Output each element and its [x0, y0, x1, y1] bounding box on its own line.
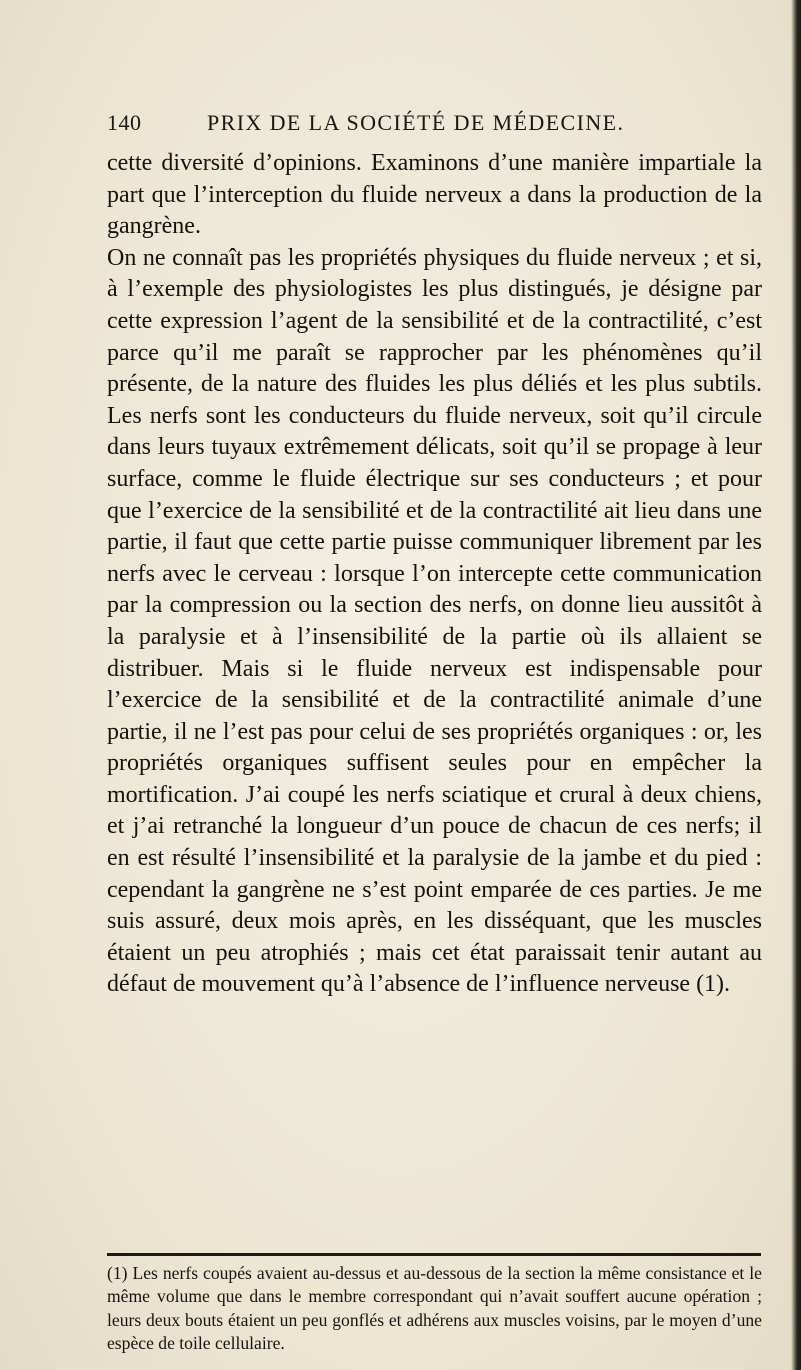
page-edge-shadow — [791, 0, 801, 1370]
footnote-divider — [107, 1253, 761, 1256]
running-head — [107, 110, 757, 136]
footnote — [107, 1262, 762, 1356]
paragraph-2: On ne connaît pas les propriétés physiques du fluide nerveux ; et si, à l’exemple des physiologistes les plus distingués, je désigne par cette expression l’agent de la sensibilité et de la contractilité, c’est parce qu’il me paraît se rapprocher par les phénomènes qu’il présente, de la nature des fluides les plus déliés et les plus subtils. Les nerfs sont les conducteurs du fluide nerveux, soit qu’il circule dans leurs tuyaux extrêmement délicats, soit qu’il se propage à leur surface, comme le fluide électrique sur ses conducteurs ; et pour que l’exercice de la sensibilité et de la contractilité ait lieu dans une partie, il faut que cette partie puisse communiquer librement par les nerfs avec le cerveau : lorsque l’on intercepte cette communication par la compression ou la section des nerfs, on donne lieu aussitôt à la paralysie et à l’insensibilité de la partie où ils allaient se distribuer. Mais si le fluide nerveux est indispensable pour l’exercice de la sensibilité et de la contractilité animale d’une partie, il ne l’est pas pour celui de ses propriétés organiques : or, les propriétés organiques suffisent seules pour en empêcher la mortification. J’ai coupé les nerfs sciatique et crural à deux chiens, et j’ai retranché la longueur d’un pouce de chacun de ces nerfs; il en est résulté l’insensibilité et la paralysie de la jambe et du pied : cependant la gangrène ne s’est point emparée de ces parties. Je me suis assuré, deux mois après, en les disséquant, que les muscles étaient un peu atrophiés ; mais cet état paraissait tenir autant au défaut de mouvement qu’à l’absence de l’influence nerveuse (1). — [107, 244, 762, 998]
running-title: PRIX DE LA SOCIÉTÉ DE MÉDECINE. — [207, 110, 625, 135]
page-number: 140 — [107, 110, 142, 135]
footnote-text: (1) Les nerfs coupés avaient au-dessus et au-dessous de la section la même consistance et le même volume que dans le membre correspondant qui n’avait souffert aucune opération ; leurs deux bouts étaient un peu gonflés et adhérens aux muscles voisins, par le moyen d’une espèce de toile cellulaire. — [107, 1263, 762, 1354]
paragraph-1: cette diversité d’opinions. Examinons d’une manière impartiale la part que l’interception du fluide nerveux a dans la production de la gangrène. — [107, 150, 762, 240]
main-text — [107, 148, 762, 1001]
